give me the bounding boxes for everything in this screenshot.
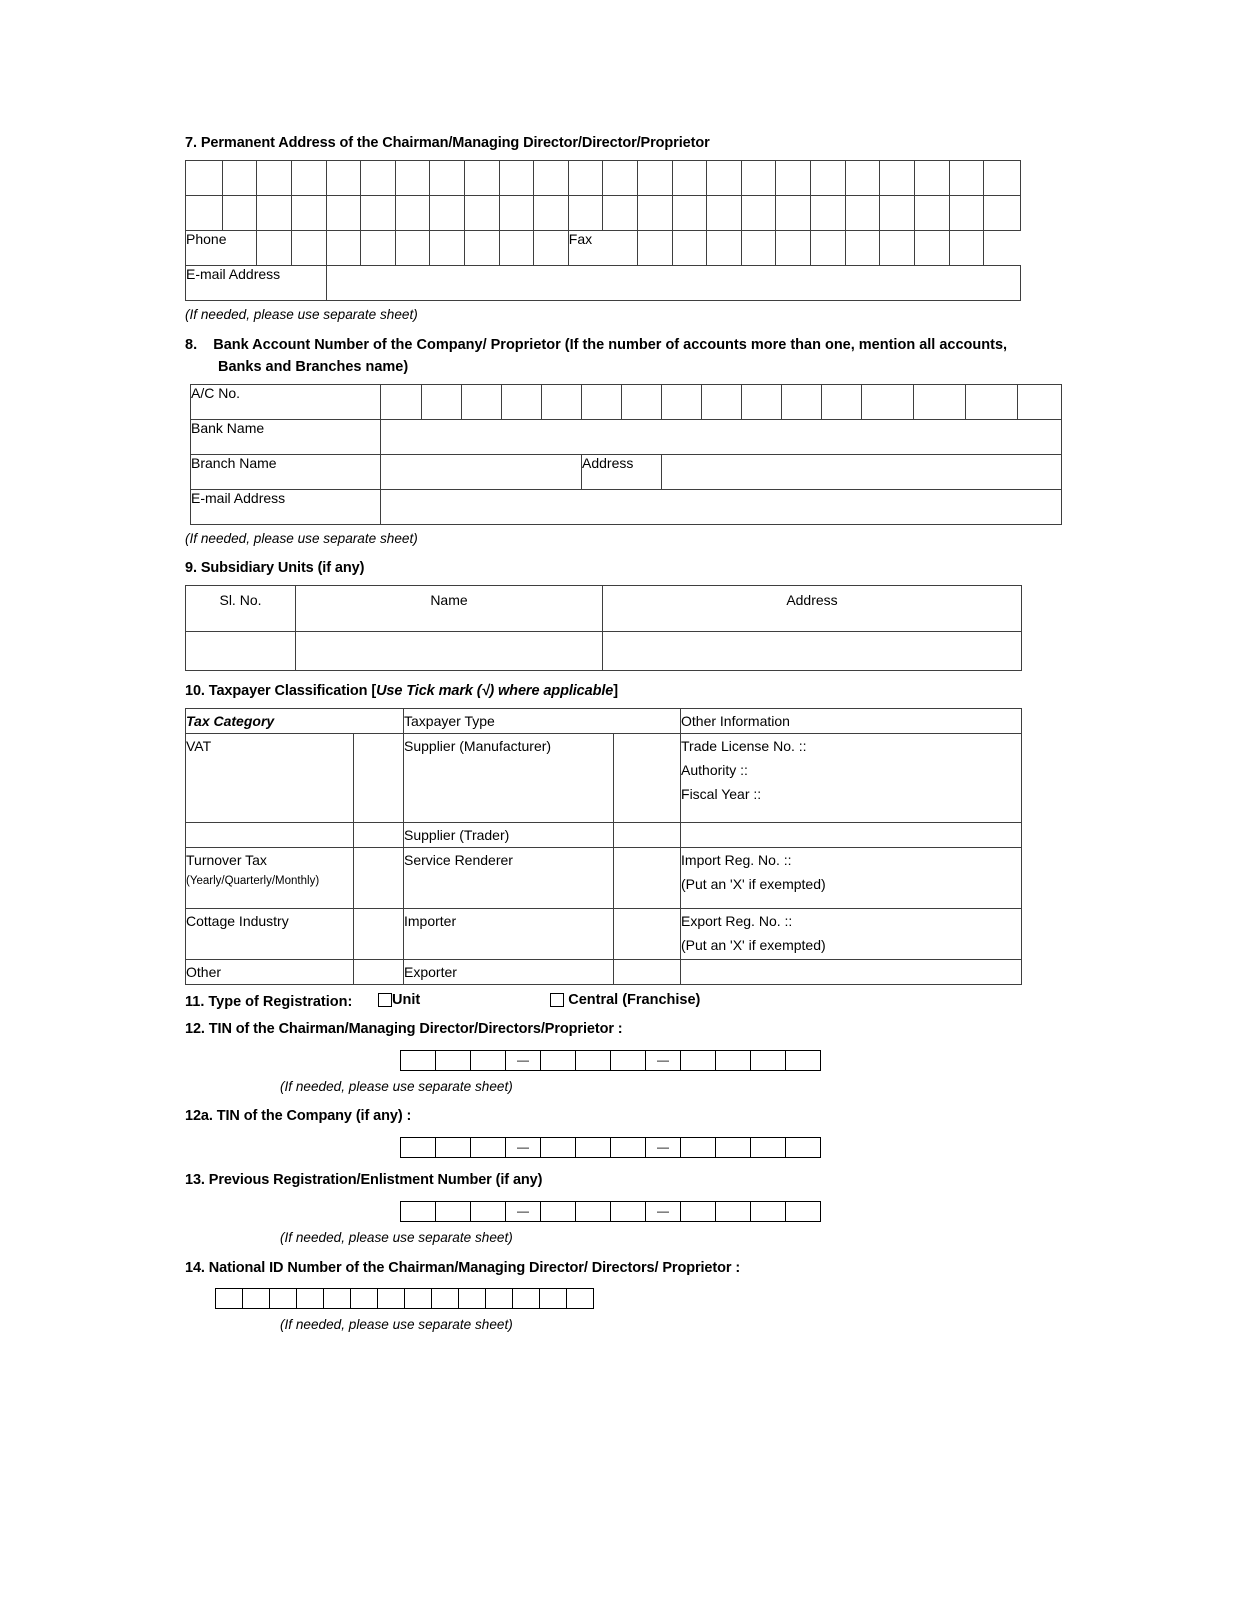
tax-type-supplier-manufacturer: Supplier (Manufacturer) <box>404 734 614 823</box>
email-label: E-mail Address <box>186 266 327 301</box>
tax-category-turnover <box>186 848 354 909</box>
nid-row <box>216 1288 594 1308</box>
tax-other-blank-2[interactable] <box>681 960 1022 985</box>
address-cell[interactable] <box>257 161 292 196</box>
phone-cell[interactable] <box>499 231 534 266</box>
address-row-2 <box>186 196 1021 231</box>
tax-type-tick-service-renderer[interactable] <box>614 848 681 909</box>
tin-cell[interactable] <box>611 1051 646 1071</box>
address-cell[interactable] <box>741 161 776 196</box>
tin-cell[interactable] <box>436 1051 471 1071</box>
address-cell[interactable] <box>603 161 638 196</box>
subsidiary-sl-cell[interactable] <box>186 632 296 671</box>
phone-fax-row <box>186 231 1021 266</box>
phone-cell[interactable] <box>361 231 396 266</box>
bank-name-row <box>191 420 1062 455</box>
registration-central-option[interactable] <box>550 992 700 1008</box>
ac-no-cell[interactable] <box>966 385 1018 420</box>
section-12a-tin-wrap <box>185 1137 1021 1158</box>
previous-registration-grid <box>400 1201 821 1222</box>
nid-cell[interactable] <box>243 1288 270 1308</box>
tax-row-other <box>186 960 1022 985</box>
address-cell[interactable] <box>811 161 846 196</box>
tax-type-tick-supplier-trader[interactable] <box>614 823 681 848</box>
address-cell[interactable] <box>464 196 499 231</box>
ac-no-cell[interactable] <box>381 385 422 420</box>
address-cell[interactable] <box>361 196 396 231</box>
tax-header-other: Other Information <box>681 709 1022 734</box>
ac-no-cell[interactable] <box>1018 385 1062 420</box>
address-cell[interactable] <box>534 161 569 196</box>
bank-email-label: E-mail Address <box>191 490 381 525</box>
subsidiary-name-cell[interactable] <box>296 632 603 671</box>
tin-cell[interactable] <box>471 1051 506 1071</box>
nid-cell[interactable] <box>216 1288 243 1308</box>
section-12a-title: 12a. TIN of the Company (if any) : <box>185 1108 412 1125</box>
tax-other-import <box>681 848 1022 909</box>
checkbox-central-icon[interactable] <box>550 993 564 1007</box>
fax-cell[interactable] <box>707 231 742 266</box>
nid-cell[interactable] <box>432 1288 459 1308</box>
address-cell[interactable] <box>291 161 326 196</box>
fax-cell[interactable] <box>845 231 880 266</box>
tin-dash-cell: — <box>646 1051 681 1071</box>
address-cell[interactable] <box>326 196 361 231</box>
ac-no-cell[interactable] <box>702 385 742 420</box>
section-8-note: (If needed, please use separate sheet) <box>185 531 418 547</box>
ac-no-cell[interactable] <box>542 385 582 420</box>
address-cell[interactable] <box>222 161 257 196</box>
ac-no-cell[interactable] <box>742 385 782 420</box>
tin-cell[interactable] <box>716 1051 751 1071</box>
section-10-title-plain: 10. Taxpayer Classification [ <box>185 683 377 700</box>
address-cell[interactable] <box>776 161 811 196</box>
tax-type-supplier-trader: Supplier (Trader) <box>404 823 614 848</box>
bank-email-value[interactable] <box>381 490 1062 525</box>
section-13-note: (If needed, please use separate sheet) <box>280 1230 513 1246</box>
tin-cell[interactable] <box>541 1202 576 1222</box>
nid-cell[interactable] <box>351 1288 378 1308</box>
permanent-address-table <box>185 160 1021 301</box>
tax-other-vat <box>681 734 1022 823</box>
address-cell[interactable] <box>880 161 915 196</box>
address-cell[interactable] <box>186 196 223 231</box>
bank-name-value[interactable] <box>381 420 1062 455</box>
tax-type-tick-supplier-manufacturer[interactable] <box>614 734 681 823</box>
address-cell[interactable] <box>914 161 949 196</box>
registration-unit-label: Unit <box>392 992 421 1009</box>
address-cell[interactable] <box>672 161 707 196</box>
tax-other-export <box>681 909 1022 960</box>
address-cell[interactable] <box>430 161 465 196</box>
address-cell[interactable] <box>638 196 673 231</box>
tin-dash-cell: — <box>506 1138 541 1158</box>
ac-no-row <box>191 385 1062 420</box>
branch-name-value[interactable] <box>381 455 582 490</box>
tin-cell[interactable] <box>471 1138 506 1158</box>
section-11-row <box>185 992 1021 1010</box>
tin-cell[interactable] <box>611 1202 646 1222</box>
tax-category-tick-vat[interactable] <box>354 734 404 823</box>
tin-cell[interactable] <box>681 1202 716 1222</box>
tin-cell[interactable] <box>576 1138 611 1158</box>
nid-cell[interactable] <box>459 1288 486 1308</box>
nid-cell[interactable] <box>513 1288 540 1308</box>
address-cell[interactable] <box>499 196 534 231</box>
tax-type-service-renderer: Service Renderer <box>404 848 614 909</box>
email-row <box>186 266 1021 301</box>
address-cell[interactable] <box>949 196 984 231</box>
tax-category-vat: VAT <box>186 734 354 823</box>
fax-cell[interactable] <box>811 231 846 266</box>
address-cell[interactable] <box>603 196 638 231</box>
address-cell[interactable] <box>638 161 673 196</box>
branch-name-label: Branch Name <box>191 455 381 490</box>
tin-chairman-grid <box>400 1050 821 1071</box>
branch-name-row <box>191 455 1062 490</box>
phone-cell[interactable] <box>291 231 326 266</box>
tin-row <box>401 1051 821 1071</box>
ac-no-cell[interactable] <box>822 385 862 420</box>
address-cell[interactable] <box>949 161 984 196</box>
address-cell[interactable] <box>464 161 499 196</box>
tin-cell[interactable] <box>751 1138 786 1158</box>
nid-cell[interactable] <box>324 1288 351 1308</box>
tin-row <box>401 1202 821 1222</box>
tin-cell[interactable] <box>576 1202 611 1222</box>
address-cell[interactable] <box>845 161 880 196</box>
tin-dash-cell: — <box>646 1202 681 1222</box>
national-id-grid <box>215 1288 594 1309</box>
address-cell[interactable] <box>741 196 776 231</box>
nid-cell[interactable] <box>405 1288 432 1308</box>
fiscal-year-label: Fiscal Year :: <box>681 786 762 803</box>
subsidiary-header-row <box>186 586 1022 632</box>
address-cell[interactable] <box>984 161 1021 196</box>
section-14-title: 14. National ID Number of the Chairman/Managing Director/ Directors/ Proprietor : <box>185 1259 741 1276</box>
ac-no-label: A/C No. <box>191 385 381 420</box>
nid-cell[interactable] <box>270 1288 297 1308</box>
tax-row-turnover <box>186 848 1022 909</box>
fax-cell[interactable] <box>672 231 707 266</box>
ac-no-cell[interactable] <box>914 385 966 420</box>
phone-cell[interactable] <box>430 231 465 266</box>
section-10-title-close: ] <box>613 683 618 700</box>
registration-unit-option[interactable] <box>378 992 420 1008</box>
phone-cell[interactable] <box>534 231 569 266</box>
address-cell[interactable] <box>291 196 326 231</box>
fax-cell[interactable] <box>914 231 949 266</box>
taxpayer-classification-table <box>185 708 1022 985</box>
tax-row-cottage <box>186 909 1022 960</box>
section-7-title: 7. Permanent Address of the Chairman/Managing Director/Director/Proprietor <box>185 135 710 151</box>
address-cell[interactable] <box>186 161 223 196</box>
tax-header-category: Tax Category <box>186 709 404 734</box>
registration-central-label: Central (Franchise) <box>568 992 701 1009</box>
fax-cell[interactable] <box>638 231 673 266</box>
ac-no-cell[interactable] <box>862 385 914 420</box>
address-cell[interactable] <box>707 196 742 231</box>
tin-cell[interactable] <box>541 1138 576 1158</box>
address-cell[interactable] <box>395 196 430 231</box>
tax-row-vat <box>186 734 1022 823</box>
tin-cell[interactable] <box>576 1051 611 1071</box>
checkbox-unit-icon[interactable] <box>378 993 392 1007</box>
ac-no-cell[interactable] <box>462 385 502 420</box>
bank-name-label: Bank Name <box>191 420 381 455</box>
phone-label: Phone <box>186 231 257 266</box>
address-cell[interactable] <box>257 196 292 231</box>
tin-cell[interactable] <box>786 1138 821 1158</box>
section-13-title: 13. Previous Registration/Enlistment Number (if any) <box>185 1172 543 1189</box>
tax-header-type: Taxpayer Type <box>404 709 681 734</box>
tax-category-tick-other[interactable] <box>354 960 404 985</box>
nid-cell[interactable] <box>567 1288 594 1308</box>
fax-cell[interactable] <box>880 231 915 266</box>
address-cell[interactable] <box>984 196 1021 231</box>
address-cell[interactable] <box>880 196 915 231</box>
section-11-label: 11. Type of Registration: <box>185 994 353 1011</box>
address-cell[interactable] <box>568 196 603 231</box>
tax-type-importer: Importer <box>404 909 614 960</box>
section-12-note: (If needed, please use separate sheet) <box>280 1079 513 1095</box>
tax-category-other: Other <box>186 960 354 985</box>
tin-dash-cell: — <box>506 1051 541 1071</box>
section-10-title-italic: Use Tick mark (√) where applicable <box>376 683 614 700</box>
tin-cell[interactable] <box>436 1138 471 1158</box>
tin-cell[interactable] <box>716 1202 751 1222</box>
fax-cell[interactable] <box>776 231 811 266</box>
tax-category-tick-turnover[interactable] <box>354 848 404 909</box>
nid-cell[interactable] <box>297 1288 324 1308</box>
tin-cell[interactable] <box>681 1138 716 1158</box>
nid-cell[interactable] <box>378 1288 405 1308</box>
tax-category-cottage: Cottage Industry <box>186 909 354 960</box>
section-8-title <box>185 334 1021 378</box>
address-cell[interactable] <box>499 161 534 196</box>
tax-type-exporter: Exporter <box>404 960 614 985</box>
subsidiary-header-address: Address <box>603 586 1022 632</box>
tin-cell[interactable] <box>541 1051 576 1071</box>
address-cell[interactable] <box>395 161 430 196</box>
tin-cell[interactable] <box>681 1051 716 1071</box>
tin-cell[interactable] <box>401 1202 436 1222</box>
address-cell[interactable] <box>326 161 361 196</box>
tin-cell[interactable] <box>751 1051 786 1071</box>
ac-no-cell[interactable] <box>582 385 622 420</box>
section-8-number: 8. <box>185 337 198 354</box>
tax-header-row <box>186 709 1022 734</box>
address-cell[interactable] <box>430 196 465 231</box>
tin-cell[interactable] <box>786 1202 821 1222</box>
section-12-title: 12. TIN of the Chairman/Managing Director/Directors/Proprietor : <box>185 1021 623 1038</box>
ac-no-cell[interactable] <box>502 385 542 420</box>
tax-row-trader <box>186 823 1022 848</box>
phone-cell[interactable] <box>395 231 430 266</box>
form-content <box>185 133 1021 1344</box>
section-8-text: Bank Account Number of the Company/ Proprietor (If the number of accounts more than one, mention all accounts, Banks and Branches name) <box>213 337 1008 376</box>
phone-cell[interactable] <box>464 231 499 266</box>
phone-cell[interactable] <box>257 231 292 266</box>
export-exempt-note: (Put an 'X' if exempted) <box>681 937 826 954</box>
tax-type-tick-exporter[interactable] <box>614 960 681 985</box>
tin-dash-cell: — <box>506 1202 541 1222</box>
ac-no-cell[interactable] <box>662 385 702 420</box>
phone-cell[interactable] <box>326 231 361 266</box>
tax-category-blank-1[interactable] <box>186 823 354 848</box>
authority-label: Authority :: <box>681 762 748 779</box>
tin-cell[interactable] <box>611 1138 646 1158</box>
tin-cell[interactable] <box>786 1051 821 1071</box>
tax-category-tick-cottage[interactable] <box>354 909 404 960</box>
branch-address-label: Address <box>582 455 662 490</box>
subsidiary-address-cell[interactable] <box>603 632 1022 671</box>
subsidiary-units-table <box>185 585 1022 671</box>
tin-cell[interactable] <box>401 1051 436 1071</box>
section-13-tin-wrap <box>185 1201 1021 1222</box>
trade-license-label: Trade License No. :: <box>681 738 807 755</box>
address-cell[interactable] <box>361 161 396 196</box>
tax-type-tick-importer[interactable] <box>614 909 681 960</box>
tin-cell[interactable] <box>716 1138 751 1158</box>
ac-no-cell[interactable] <box>622 385 662 420</box>
tin-cell[interactable] <box>751 1202 786 1222</box>
tin-cell[interactable] <box>436 1202 471 1222</box>
turnover-tax-sublabel: (Yearly/Quarterly/Monthly) <box>186 875 320 888</box>
bank-account-table <box>190 384 1062 525</box>
address-cell[interactable] <box>914 196 949 231</box>
tin-row <box>401 1138 821 1158</box>
tin-cell[interactable] <box>471 1202 506 1222</box>
email-value-cell[interactable] <box>326 266 1020 301</box>
section-14-note: (If needed, please use separate sheet) <box>280 1316 513 1332</box>
section-12-tin-wrap <box>185 1050 1021 1071</box>
address-cell[interactable] <box>845 196 880 231</box>
section-10-title <box>185 681 1021 702</box>
address-cell[interactable] <box>672 196 707 231</box>
address-cell[interactable] <box>776 196 811 231</box>
nid-cell[interactable] <box>486 1288 513 1308</box>
subsidiary-empty-row <box>186 632 1022 671</box>
address-cell[interactable] <box>222 196 257 231</box>
tin-cell[interactable] <box>401 1138 436 1158</box>
bank-email-row <box>191 490 1062 525</box>
section-14-nid-wrap <box>185 1288 1021 1309</box>
tax-category-tick-blank-1[interactable] <box>354 823 404 848</box>
turnover-tax-label: Turnover Tax <box>186 852 267 869</box>
export-reg-label: Export Reg. No. :: <box>681 913 793 930</box>
section-7-note: (If needed, please use separate sheet) <box>185 307 418 323</box>
tin-dash-cell: — <box>646 1138 681 1158</box>
import-exempt-note: (Put an 'X' if exempted) <box>681 876 826 893</box>
section-9-title: 9. Subsidiary Units (if any) <box>185 560 365 577</box>
fax-cell[interactable] <box>949 231 984 266</box>
branch-address-value[interactable] <box>662 455 1062 490</box>
tin-company-grid <box>400 1137 821 1158</box>
ac-no-cell[interactable] <box>782 385 822 420</box>
address-row-1 <box>186 161 1021 196</box>
subsidiary-header-name: Name <box>296 586 603 632</box>
address-cell[interactable] <box>568 161 603 196</box>
tax-other-blank-1[interactable] <box>681 823 1022 848</box>
import-reg-label: Import Reg. No. :: <box>681 852 792 869</box>
fax-label: Fax <box>568 231 637 266</box>
address-cell[interactable] <box>534 196 569 231</box>
address-cell[interactable] <box>707 161 742 196</box>
ac-no-cell[interactable] <box>422 385 462 420</box>
nid-cell[interactable] <box>540 1288 567 1308</box>
subsidiary-header-sl: Sl. No. <box>186 586 296 632</box>
fax-cell[interactable] <box>741 231 776 266</box>
address-cell[interactable] <box>811 196 846 231</box>
